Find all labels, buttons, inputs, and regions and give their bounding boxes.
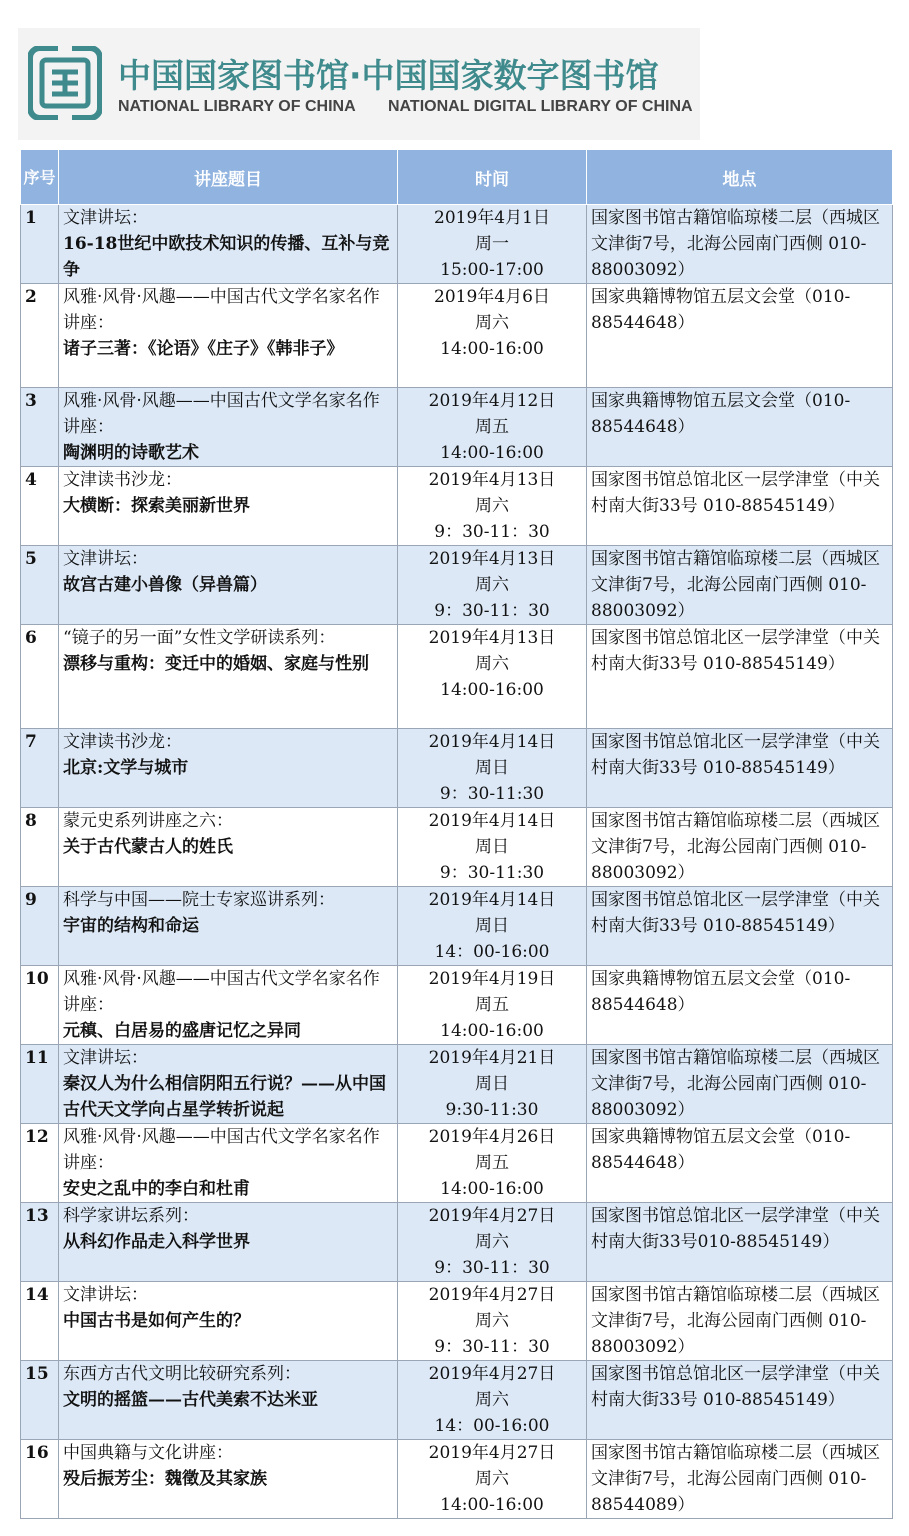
lecture-time: 9:30-11:30	[445, 1100, 539, 1120]
lecture-time: 9：30-11：30	[434, 1337, 550, 1357]
lecture-cell	[59, 887, 398, 966]
table-row	[21, 205, 893, 284]
table-row	[21, 284, 893, 388]
lecture-place: 国家典籍博物馆五层文会堂（010-88544648）	[587, 388, 893, 467]
library-title-cn: 中国国家图书馆·中国国家数字图书馆	[118, 56, 659, 95]
lecture-time: 9：30-11：30	[434, 1258, 550, 1278]
lecture-weekday: 周六	[475, 575, 509, 595]
lecture-time: 15:00-17:00	[440, 260, 544, 280]
lecture-weekday: 周一	[475, 234, 509, 254]
lecture-series: 东西方古代文明比较研究系列：	[63, 1364, 301, 1384]
row-number: 12	[21, 1124, 59, 1203]
lecture-date: 2019年4月14日	[428, 890, 556, 910]
lecture-date: 2019年4月12日	[428, 391, 556, 411]
lecture-place: 国家典籍博物馆五层文会堂（010-88544648）	[587, 284, 893, 388]
lecture-weekday: 周六	[475, 1469, 509, 1489]
lecture-cell	[59, 205, 398, 284]
lecture-cell	[59, 1282, 398, 1361]
lecture-weekday: 周六	[475, 496, 509, 516]
table-row	[21, 1361, 893, 1440]
time-cell	[398, 546, 587, 625]
digital-library-title-en: NATIONAL DIGITAL LIBRARY OF CHINA	[388, 98, 693, 115]
lecture-series: “镜子的另一面”女性文学研读系列：	[63, 628, 336, 648]
lecture-series: 文津讲坛：	[63, 208, 148, 228]
header-lecture-title: 讲座题目	[59, 150, 398, 205]
row-number: 13	[21, 1203, 59, 1282]
table-row	[21, 808, 893, 887]
time-cell	[398, 205, 587, 284]
time-cell	[398, 808, 587, 887]
lecture-weekday: 周日	[475, 758, 509, 778]
time-cell	[398, 966, 587, 1045]
table-header-row	[21, 150, 893, 205]
lecture-time: 14:00-16:00	[440, 680, 544, 700]
lecture-time: 14:00-16:00	[440, 339, 544, 359]
lecture-topic: 陶渊明的诗歌艺术	[63, 443, 199, 463]
row-number: 8	[21, 808, 59, 887]
table-row	[21, 966, 893, 1045]
lecture-date: 2019年4月27日	[428, 1285, 556, 1305]
row-number: 5	[21, 546, 59, 625]
lecture-topic: 北京:文学与城市	[63, 758, 189, 778]
row-number: 7	[21, 729, 59, 808]
time-cell	[398, 729, 587, 808]
table-row	[21, 887, 893, 966]
lecture-cell	[59, 625, 398, 729]
lecture-cell	[59, 546, 398, 625]
lecture-weekday: 周六	[475, 313, 509, 333]
time-cell	[398, 1045, 587, 1124]
header-place: 地点	[587, 150, 893, 205]
lecture-topic: 漂移与重构：变迁中的婚姻、家庭与性别	[63, 654, 369, 674]
table-row	[21, 388, 893, 467]
row-number: 11	[21, 1045, 59, 1124]
lecture-place: 国家图书馆总馆北区一层学津堂（中关村南大街33号 010-88545149）	[587, 1361, 893, 1440]
header-time: 时间	[398, 150, 587, 205]
lecture-weekday: 周五	[475, 995, 509, 1015]
lecture-topic: 安史之乱中的李白和杜甫	[63, 1179, 250, 1199]
table-row	[21, 625, 893, 729]
lecture-date: 2019年4月1日	[434, 208, 550, 228]
row-number: 3	[21, 388, 59, 467]
lecture-series: 文津讲坛：	[63, 1285, 148, 1305]
lecture-cell	[59, 1045, 398, 1124]
time-cell	[398, 1203, 587, 1282]
lecture-cell	[59, 966, 398, 1045]
row-number: 10	[21, 966, 59, 1045]
lecture-place: 国家典籍博物馆五层文会堂（010-88544648）	[587, 966, 893, 1045]
header-number: 序号	[21, 150, 59, 205]
lecture-date: 2019年4月13日	[428, 549, 556, 569]
time-cell	[398, 1361, 587, 1440]
lecture-date: 2019年4月27日	[428, 1206, 556, 1226]
lecture-time: 14:00-16:00	[440, 443, 544, 463]
library-banner	[18, 28, 700, 140]
lecture-topic: 故宫古建小兽像（异兽篇）	[63, 575, 267, 595]
lecture-series: 风雅·风骨·风趣——中国古代文学名家名作讲座：	[63, 391, 380, 437]
lecture-weekday: 周六	[475, 654, 509, 674]
lecture-weekday: 周六	[475, 1390, 509, 1410]
lecture-series: 中国典籍与文化讲座：	[63, 1443, 233, 1463]
library-seal-icon	[28, 46, 102, 120]
table-row	[21, 1203, 893, 1282]
lecture-time: 9：30-11：30	[434, 522, 550, 542]
time-cell	[398, 1124, 587, 1203]
time-cell	[398, 388, 587, 467]
table-row	[21, 1045, 893, 1124]
lecture-place: 国家图书馆古籍馆临琼楼二层（西城区文津街7号，北海公园南门西侧 010-88003092）	[587, 808, 893, 887]
lecture-series: 风雅·风骨·风趣——中国古代文学名家名作讲座：	[63, 287, 380, 333]
lecture-weekday: 周五	[475, 1153, 509, 1173]
row-number: 4	[21, 467, 59, 546]
lecture-date: 2019年4月13日	[428, 470, 556, 490]
table-row	[21, 1124, 893, 1203]
lecture-date: 2019年4月14日	[428, 732, 556, 752]
lecture-series: 文津读书沙龙：	[63, 732, 182, 752]
lecture-cell	[59, 1124, 398, 1203]
row-number: 9	[21, 887, 59, 966]
lecture-topic: 宇宙的结构和命运	[63, 916, 199, 936]
lecture-time: 14:00-16:00	[440, 1495, 544, 1515]
lecture-cell	[59, 1361, 398, 1440]
lecture-schedule-table	[20, 149, 893, 1519]
lecture-cell	[59, 1203, 398, 1282]
lecture-cell	[59, 388, 398, 467]
time-cell	[398, 887, 587, 966]
lecture-series: 文津讲坛：	[63, 549, 148, 569]
row-number: 1	[21, 205, 59, 284]
lecture-series: 科学家讲坛系列：	[63, 1206, 199, 1226]
time-cell	[398, 467, 587, 546]
lecture-topic: 从科幻作品走入科学世界	[63, 1232, 250, 1252]
lecture-date: 2019年4月19日	[428, 969, 556, 989]
lecture-series: 蒙元史系列讲座之六：	[63, 811, 233, 831]
lecture-date: 2019年4月27日	[428, 1443, 556, 1463]
time-cell	[398, 625, 587, 729]
lecture-place: 国家图书馆古籍馆临琼楼二层（西城区文津街7号，北海公园南门西侧 010-88003092）	[587, 546, 893, 625]
row-number: 14	[21, 1282, 59, 1361]
lecture-time: 14：00-16:00	[434, 1416, 550, 1436]
lecture-cell	[59, 1440, 398, 1519]
lecture-date: 2019年4月13日	[428, 628, 556, 648]
lecture-topic: 文明的摇篮——古代美索不达米亚	[63, 1390, 318, 1410]
table-row	[21, 729, 893, 808]
row-number: 15	[21, 1361, 59, 1440]
lecture-place: 国家图书馆总馆北区一层学津堂（中关村南大街33号 010-88545149）	[587, 729, 893, 808]
lecture-cell	[59, 284, 398, 388]
lecture-date: 2019年4月6日	[434, 287, 550, 307]
lecture-place: 国家图书馆古籍馆临琼楼二层（西城区文津街7号，北海公园南门西侧 010-88003092）	[587, 205, 893, 284]
lecture-series: 科学与中国——院士专家巡讲系列：	[63, 890, 335, 910]
table-row	[21, 467, 893, 546]
time-cell	[398, 1440, 587, 1519]
lecture-weekday: 周六	[475, 1232, 509, 1252]
lecture-weekday: 周日	[475, 1074, 509, 1094]
lecture-topic: 秦汉人为什么相信阴阳五行说？——从中国古代天文学向占星学转折说起	[63, 1074, 386, 1120]
lecture-series: 风雅·风骨·风趣——中国古代文学名家名作讲座：	[63, 1127, 380, 1173]
lecture-place: 国家图书馆古籍馆临琼楼二层（西城区文津街7号，北海公园南门西侧 010-88003092）	[587, 1045, 893, 1124]
lecture-weekday: 周日	[475, 837, 509, 857]
lecture-weekday: 周六	[475, 1311, 509, 1331]
lecture-cell	[59, 729, 398, 808]
lecture-place: 国家典籍博物馆五层文会堂（010-88544648）	[587, 1124, 893, 1203]
table-row	[21, 1440, 893, 1519]
lecture-place: 国家图书馆总馆北区一层学津堂（中关村南大街33号 010-88545149）	[587, 467, 893, 546]
lecture-date: 2019年4月21日	[428, 1048, 556, 1068]
lecture-topic: 元稹、白居易的盛唐记忆之异同	[63, 1021, 301, 1041]
lecture-topic: 大横断：探索美丽新世界	[63, 496, 250, 516]
table-row	[21, 546, 893, 625]
lecture-series: 文津讲坛：	[63, 1048, 148, 1068]
time-cell	[398, 1282, 587, 1361]
lecture-topic: 殁后振芳尘：魏徵及其家族	[63, 1469, 267, 1489]
row-number: 16	[21, 1440, 59, 1519]
lecture-date: 2019年4月26日	[428, 1127, 556, 1147]
lecture-topic: 关于古代蒙古人的姓氏	[63, 837, 233, 857]
row-number: 6	[21, 625, 59, 729]
lecture-date: 2019年4月14日	[428, 811, 556, 831]
lecture-weekday: 周日	[475, 916, 509, 936]
lecture-topic: 诸子三著：《论语》《庄子》《韩非子》	[63, 339, 344, 359]
lecture-series: 文津读书沙龙：	[63, 470, 182, 490]
lecture-place: 国家图书馆古籍馆临琼楼二层（西城区文津街7号，北海公园南门西侧 010-88003092）	[587, 1282, 893, 1361]
lecture-topic: 中国古书是如何产生的？	[63, 1311, 250, 1331]
lecture-time: 14:00-16:00	[440, 1179, 544, 1199]
lecture-time: 9：30-11：30	[434, 601, 550, 621]
lecture-series: 风雅·风骨·风趣——中国古代文学名家名作讲座：	[63, 969, 380, 1015]
lecture-place: 国家图书馆古籍馆临琼楼二层（西城区文津街7号，北海公园南门西侧 010-88544089）	[587, 1440, 893, 1519]
lecture-weekday: 周五	[475, 417, 509, 437]
lecture-date: 2019年4月27日	[428, 1364, 556, 1384]
time-cell	[398, 284, 587, 388]
lecture-time: 9：30-11:30	[439, 784, 545, 804]
lecture-cell	[59, 808, 398, 887]
lecture-place: 国家图书馆总馆北区一层学津堂（中关村南大街33号 010-88545149）	[587, 887, 893, 966]
lecture-time: 14:00-16:00	[440, 1021, 544, 1041]
lecture-place: 国家图书馆总馆北区一层学津堂（中关村南大街33号 010-88545149）	[587, 625, 893, 729]
row-number: 2	[21, 284, 59, 388]
lecture-topic: 16-18世纪中欧技术知识的传播、互补与竞争	[63, 234, 390, 280]
lecture-cell	[59, 467, 398, 546]
lecture-time: 9：30-11:30	[439, 863, 545, 883]
lecture-place: 国家图书馆总馆北区一层学津堂（中关村南大街33号010-88545149）	[587, 1203, 893, 1282]
library-title-en: NATIONAL LIBRARY OF CHINA	[118, 98, 356, 115]
lecture-time: 14：00-16:00	[434, 942, 550, 962]
table-row	[21, 1282, 893, 1361]
